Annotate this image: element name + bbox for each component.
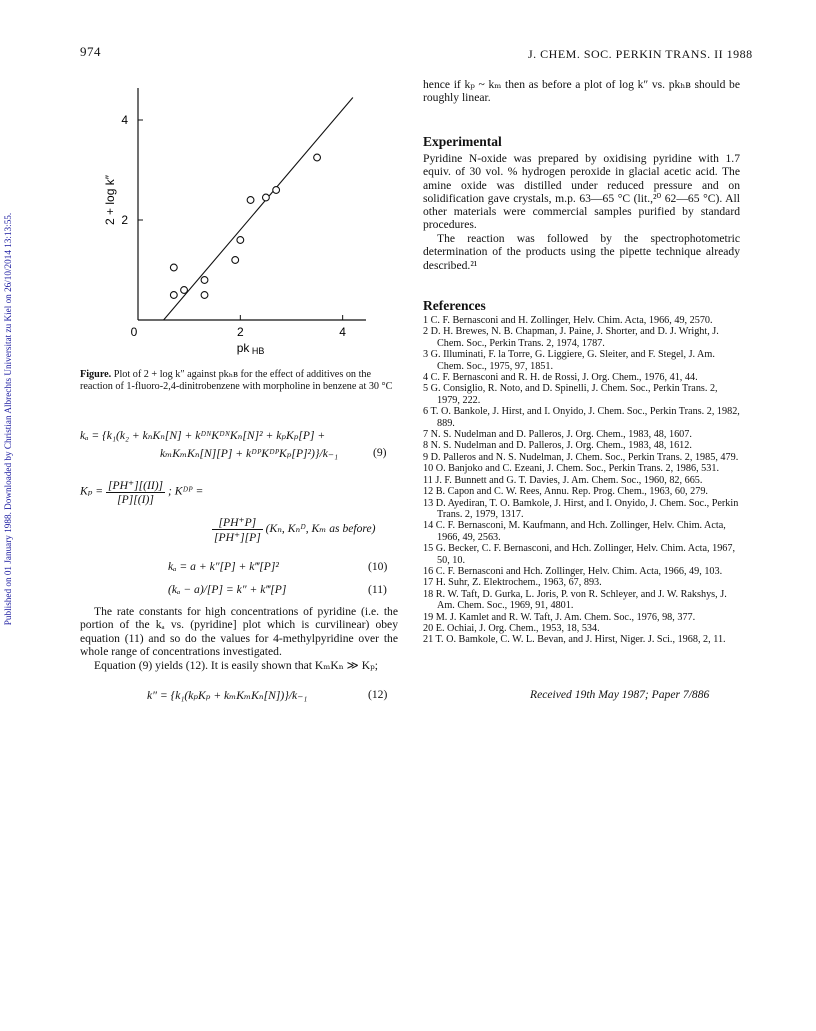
figure-caption-label: Figure. xyxy=(80,369,112,380)
equation-9-line1: kₐ = {k₁(k₂ + kₙKₙ[N] + kᴰᴺKᴰᴺKₙ[N]² + kₚKₚ[P] + xyxy=(80,429,326,442)
y-tick-label: 4 xyxy=(121,113,128,127)
reference-item: 12 B. Capon and C. W. Rees, Annu. Rep. Prog. Chem., 1963, 60, 279. xyxy=(423,486,708,498)
data-point xyxy=(273,187,280,194)
reference-item: 19 M. J. Kamlet and R. W. Taft, J. Am. Chem. Soc., 1976, 98, 377. xyxy=(423,611,696,623)
reference-item: 7 N. S. Nudelman and D. Palleros, J. Org. Chem., 1983, 48, 1607. xyxy=(423,429,692,441)
equation-10-number: (10) xyxy=(368,560,388,573)
reference-item: 15 G. Becker, C. F. Bernasconi, and Hch. Zollinger, Helv. Chim. Acta, 1967, 50, 10. xyxy=(423,543,736,566)
data-point xyxy=(201,277,208,284)
reference-item: 11 J. F. Bunnett and G. T. Davies, J. Am. Chem. Soc., 1960, 82, 665. xyxy=(423,474,703,486)
y-tick-label: 2 xyxy=(121,213,128,227)
references-list xyxy=(423,315,740,646)
data-point xyxy=(232,257,239,264)
reference-item: 2 D. H. Brewes, N. B. Chapman, J. Paine, J. Shorter, and D. J. Wright, J. Chem. Soc., Perkin Trans. 2, 1974, 1787. xyxy=(423,326,719,349)
reference-item: 17 H. Suhr, Z. Elektrochem., 1963, 67, 893. xyxy=(423,577,602,589)
reference-item: 20 E. Ochiai, J. Org. Chem., 1953, 18, 534. xyxy=(423,622,600,634)
x-tick-label: 2 xyxy=(236,325,244,339)
reference-item: 18 R. W. Taft, D. Gurka, L. Joris, P. von R. Schleyer, and J. W. Rakshys, J. Am. Chem. Soc., 1969, 91, 4801. xyxy=(423,588,727,612)
data-point xyxy=(314,154,321,161)
chart-fit-line xyxy=(164,98,353,321)
data-point xyxy=(237,237,244,244)
page-number: 974 xyxy=(80,44,101,59)
reference-item: 13 D. Ayediran, T. O. Bamkole, J. Hirst, and I. Onyido, J. Chem. Soc., Perkin Trans. 2, 1979, 1317. xyxy=(423,497,739,520)
equation-12-number: (12) xyxy=(368,688,388,701)
kdp-definition: $\frac{[PH^+P]}{[PH^+][P]}$ (Kₙ, Kₙᴰ, Kₘ as before) xyxy=(214,516,376,544)
data-point xyxy=(181,287,188,294)
experimental-paragraph-2: The reaction was followed by the spectrophotometric determination of the products using the pipette technique already described.²¹ xyxy=(423,232,740,272)
data-point xyxy=(170,264,177,271)
references-heading: References xyxy=(423,298,486,313)
reference-item: 4 C. F. Bernasconi and R. H. de Rossi, J. Org. Chem., 1976, 41, 44. xyxy=(423,372,698,384)
reference-item: 5 G. Consiglio, R. Noto, and D. Spinelli, J. Chem. Soc., Perkin Trans. 2, 1979, 222. xyxy=(423,383,718,406)
experimental-paragraph-1: Pyridine N-oxide was prepared by oxidising pyridine with 1.7 equiv. of 30 vol. % hydrogen peroxide in glacial acetic acid. The amine oxide was distilled under reduced pressure and on solidification gave crystals, m.p. 63—65 °C (lit.,²⁰ 62—65 °C). All other materials were commercial samples purified by standard procedures. xyxy=(423,152,740,232)
left-paragraph-1: The rate constants for high concentrations of pyridine (i.e. the portion of the kₐ vs. (pyridine] plot which is curvilinear) obey equation (11) and so do the values for 4-methylpyridine over the whole range of concentrations investigated. xyxy=(80,605,398,658)
reference-item: 16 C. F. Bernasconi and Hch. Zollinger, Helv. Chim. Acta, 1966, 49, 103. xyxy=(423,565,723,577)
data-point xyxy=(170,292,177,299)
experimental-heading: Experimental xyxy=(423,134,502,149)
equation-12: k″ = {k₁(kₚKₚ + kₘKₘKₙ[N])}/k₋₁ xyxy=(147,689,308,702)
equation-9-line2: kₘKₘKₙ[N][P] + kᴰᴾKᴰᴾKₚ[P]²)}/k₋₁ xyxy=(160,447,339,460)
kp-definition: Kₚ = $\frac{[PH^+][(II)]}{[P][(I)]}$ ; Kᴰᴾ = xyxy=(80,479,204,506)
x-tick-label: 4 xyxy=(339,325,346,339)
equation-9-number: (9) xyxy=(373,446,387,459)
y-axis-label: 2 + log k″ xyxy=(103,175,117,225)
scatter-chart xyxy=(80,70,410,360)
data-point xyxy=(263,194,270,201)
reference-item: 6 T. O. Bankole, J. Hirst, and I. Onyido, J. Chem. Soc., Perkin Trans. 2, 1982, 889. xyxy=(423,406,740,429)
chart-points xyxy=(170,154,320,298)
equation-10: kₐ = a + k″[P] + k‴[P]² xyxy=(168,560,279,573)
data-point xyxy=(247,197,254,204)
download-watermark: Published on 01 January 1988. Downloaded by Christian Albrechts Universitat zu Kiel on 26/10/2014 13:13:55. xyxy=(3,212,13,626)
reference-item: 21 T. O. Bamkole, C. W. L. Bevan, and J. Hirst, Niger. J. Sci., 1968, 2, 11. xyxy=(423,634,726,646)
reference-item: 10 O. Banjoko and C. Ezeani, J. Chem. Soc., Perkin Trans. 2, 1986, 531. xyxy=(423,463,719,475)
reference-item: 9 D. Palleros and N. S. Nudelman, J. Chem. Soc., Perkin Trans. 2, 1985, 479. xyxy=(423,451,739,463)
chart-ticks xyxy=(121,113,346,339)
reference-item: 8 N. S. Nudelman and D. Palleros, J. Org. Chem., 1983, 48, 1612. xyxy=(423,440,692,452)
reference-item: 14 C. F. Bernasconi, M. Kaufmann, and Hch. Zollinger, Helv. Chim. Acta, 1966, 49, 2563. xyxy=(423,520,726,543)
equation-11-number: (11) xyxy=(368,583,387,596)
right-intro: hence if kₚ ~ kₘ then as before a plot of log k″ vs. pkₕʙ should be roughly linear. xyxy=(423,78,740,105)
x-tick-label: 0 xyxy=(130,325,138,339)
x-axis-label: pk HB xyxy=(236,341,265,356)
left-paragraph-2: Equation (9) yields (12). It is easily shown that KₘKₙ ≫ Kₚ; xyxy=(94,659,378,672)
figure-caption xyxy=(80,369,398,392)
figure-caption-text: Plot of 2 + log k″ against pkₕʙ for the effect of additives on the reaction of 1-fluoro-2,4-dinitrobenzene with morpholine in benzene at 30 °C xyxy=(80,369,393,392)
journal-header: J. CHEM. SOC. PERKIN TRANS. II 1988 xyxy=(528,47,753,61)
reference-item: 1 C. F. Bernasconi and H. Zollinger, Helv. Chim. Acta, 1966, 49, 2570. xyxy=(423,315,713,326)
reference-item: 3 G. Illuminati, F. la Torre, G. Liggiere, G. Sleiter, and F. Stegel, J. Am. Chem. Soc., 1975, 97, 1851. xyxy=(423,349,715,372)
received-line: Received 19th May 1987; Paper 7/886 xyxy=(530,688,710,701)
data-point xyxy=(201,292,208,299)
equation-11: (kₐ − a)/[P] = k″ + k‴[P] xyxy=(168,583,287,596)
fit-line xyxy=(164,98,353,321)
